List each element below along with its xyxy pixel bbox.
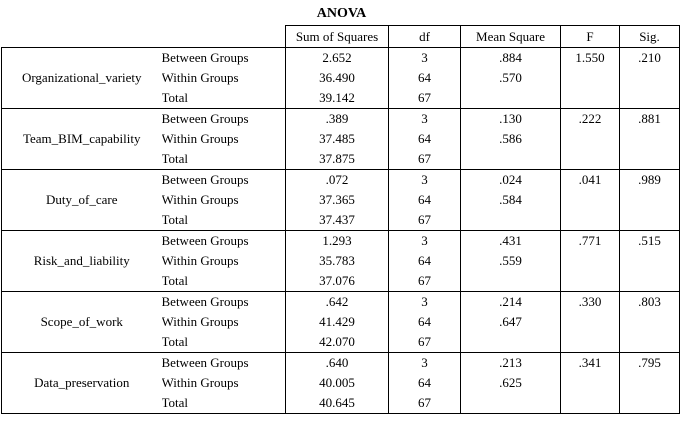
- mean-square-cell: .884: [461, 48, 561, 69]
- sum-of-squares-cell: .072: [286, 170, 389, 191]
- df-cell: 3: [389, 353, 461, 374]
- variable-name: Duty_of_care: [2, 170, 162, 231]
- header-mean-square: Mean Square: [461, 26, 561, 48]
- sum-of-squares-cell: 41.429: [286, 312, 389, 332]
- sum-of-squares-cell: 37.485: [286, 129, 389, 149]
- sig-value-cell: [620, 373, 680, 393]
- mean-square-cell: .647: [461, 312, 561, 332]
- df-cell: 64: [389, 373, 461, 393]
- sig-value-cell: .210: [620, 48, 680, 69]
- f-value-cell: .341: [561, 353, 620, 374]
- sum-of-squares-cell: 2.652: [286, 48, 389, 69]
- df-cell: 64: [389, 129, 461, 149]
- sig-value-cell: [620, 68, 680, 88]
- sum-of-squares-cell: 37.076: [286, 271, 389, 292]
- df-cell: 67: [389, 393, 461, 414]
- sig-value-cell: [620, 129, 680, 149]
- header-row: [2, 26, 680, 48]
- f-value-cell: [561, 373, 620, 393]
- table-row: [2, 170, 680, 191]
- mean-square-cell: [461, 393, 561, 414]
- sig-value-cell: .515: [620, 231, 680, 252]
- source-label: Total: [162, 332, 286, 353]
- f-value-cell: .222: [561, 109, 620, 130]
- header-sum-of-squares: Sum of Squares: [286, 26, 389, 48]
- df-cell: 64: [389, 251, 461, 271]
- source-label: Within Groups: [161, 314, 239, 329]
- mean-square-cell: [461, 332, 561, 353]
- variable-name: Risk_and_liability: [2, 231, 162, 292]
- df-cell: 67: [389, 88, 461, 109]
- sig-value-cell: [620, 88, 680, 109]
- source-label: Within Groups: [161, 253, 239, 268]
- source-label: Total: [162, 393, 286, 414]
- sig-value-cell: [620, 271, 680, 292]
- sum-of-squares-cell: 42.070: [286, 332, 389, 353]
- sum-of-squares-cell: 37.875: [286, 149, 389, 170]
- sum-of-squares-cell: 1.293: [286, 231, 389, 252]
- header-df: df: [389, 26, 461, 48]
- source-label: Between Groups: [161, 111, 249, 126]
- mean-square-cell: .130: [461, 109, 561, 130]
- f-value-cell: [561, 210, 620, 231]
- mean-square-cell: .586: [461, 129, 561, 149]
- f-value-cell: [561, 332, 620, 353]
- source-label: Between Groups: [161, 50, 249, 65]
- variable-name: Team_BIM_capability: [2, 109, 162, 170]
- sum-of-squares-cell: 37.365: [286, 190, 389, 210]
- source-label: Within Groups: [161, 70, 239, 85]
- f-value-cell: .330: [561, 292, 620, 313]
- source-label: Between Groups: [161, 294, 249, 309]
- df-cell: 67: [389, 149, 461, 170]
- source-label: Within Groups: [161, 192, 239, 207]
- mean-square-cell: [461, 149, 561, 170]
- sum-of-squares-cell: .642: [286, 292, 389, 313]
- df-cell: 64: [389, 312, 461, 332]
- df-cell: 3: [389, 231, 461, 252]
- mean-square-cell: .431: [461, 231, 561, 252]
- f-value-cell: [561, 393, 620, 414]
- table-row: [2, 109, 680, 130]
- mean-square-cell: .570: [461, 68, 561, 88]
- sum-of-squares-cell: 40.645: [286, 393, 389, 414]
- sig-value-cell: [620, 332, 680, 353]
- sig-value-cell: [620, 251, 680, 271]
- table-row: [2, 48, 680, 69]
- source-label: Total: [162, 88, 286, 109]
- df-cell: 3: [389, 292, 461, 313]
- mean-square-cell: [461, 88, 561, 109]
- mean-square-cell: [461, 210, 561, 231]
- f-value-cell: [561, 68, 620, 88]
- sum-of-squares-cell: .640: [286, 353, 389, 374]
- source-label: Within Groups: [161, 375, 239, 390]
- f-value-cell: [561, 129, 620, 149]
- mean-square-cell: .559: [461, 251, 561, 271]
- sig-value-cell: .881: [620, 109, 680, 130]
- sig-value-cell: .803: [620, 292, 680, 313]
- sig-value-cell: .989: [620, 170, 680, 191]
- source-label: Total: [162, 149, 286, 170]
- sig-value-cell: [620, 210, 680, 231]
- f-value-cell: [561, 312, 620, 332]
- df-cell: 64: [389, 68, 461, 88]
- sig-value-cell: [620, 190, 680, 210]
- f-value-cell: .041: [561, 170, 620, 191]
- sig-value-cell: [620, 149, 680, 170]
- f-value-cell: [561, 251, 620, 271]
- variable-name: Data_preservation: [2, 353, 162, 414]
- sum-of-squares-cell: 39.142: [286, 88, 389, 109]
- sum-of-squares-cell: 36.490: [286, 68, 389, 88]
- source-label: Total: [162, 271, 286, 292]
- header-f: F: [561, 26, 620, 48]
- table-row: [2, 231, 680, 252]
- f-value-cell: [561, 190, 620, 210]
- df-cell: 67: [389, 332, 461, 353]
- mean-square-cell: .214: [461, 292, 561, 313]
- source-label: Between Groups: [161, 233, 249, 248]
- sig-value-cell: [620, 312, 680, 332]
- f-value-cell: .771: [561, 231, 620, 252]
- anova-table: [1, 25, 680, 414]
- f-value-cell: [561, 149, 620, 170]
- sum-of-squares-cell: .389: [286, 109, 389, 130]
- df-cell: 3: [389, 109, 461, 130]
- f-value-cell: [561, 88, 620, 109]
- mean-square-cell: [461, 271, 561, 292]
- variable-name: Scope_of_work: [2, 292, 162, 353]
- df-cell: 64: [389, 190, 461, 210]
- header-sig: Sig.: [620, 26, 680, 48]
- sum-of-squares-cell: 37.437: [286, 210, 389, 231]
- f-value-cell: [561, 271, 620, 292]
- mean-square-cell: .024: [461, 170, 561, 191]
- table-title: ANOVA: [316, 6, 367, 21]
- df-cell: 3: [389, 48, 461, 69]
- df-cell: 3: [389, 170, 461, 191]
- source-label: Between Groups: [161, 355, 249, 370]
- source-label: Between Groups: [161, 172, 249, 187]
- variable-name: Organizational_variety: [2, 48, 162, 109]
- sig-value-cell: .795: [620, 353, 680, 374]
- source-label: Total: [162, 210, 286, 231]
- df-cell: 67: [389, 271, 461, 292]
- header-corner: [2, 26, 286, 48]
- mean-square-cell: .213: [461, 353, 561, 374]
- df-cell: 67: [389, 210, 461, 231]
- table-row: [2, 353, 680, 374]
- f-value-cell: 1.550: [561, 48, 620, 69]
- mean-square-cell: .625: [461, 373, 561, 393]
- table-row: [2, 292, 680, 313]
- mean-square-cell: .584: [461, 190, 561, 210]
- source-label: Within Groups: [161, 131, 239, 146]
- sum-of-squares-cell: 40.005: [286, 373, 389, 393]
- sig-value-cell: [620, 393, 680, 414]
- sum-of-squares-cell: 35.783: [286, 251, 389, 271]
